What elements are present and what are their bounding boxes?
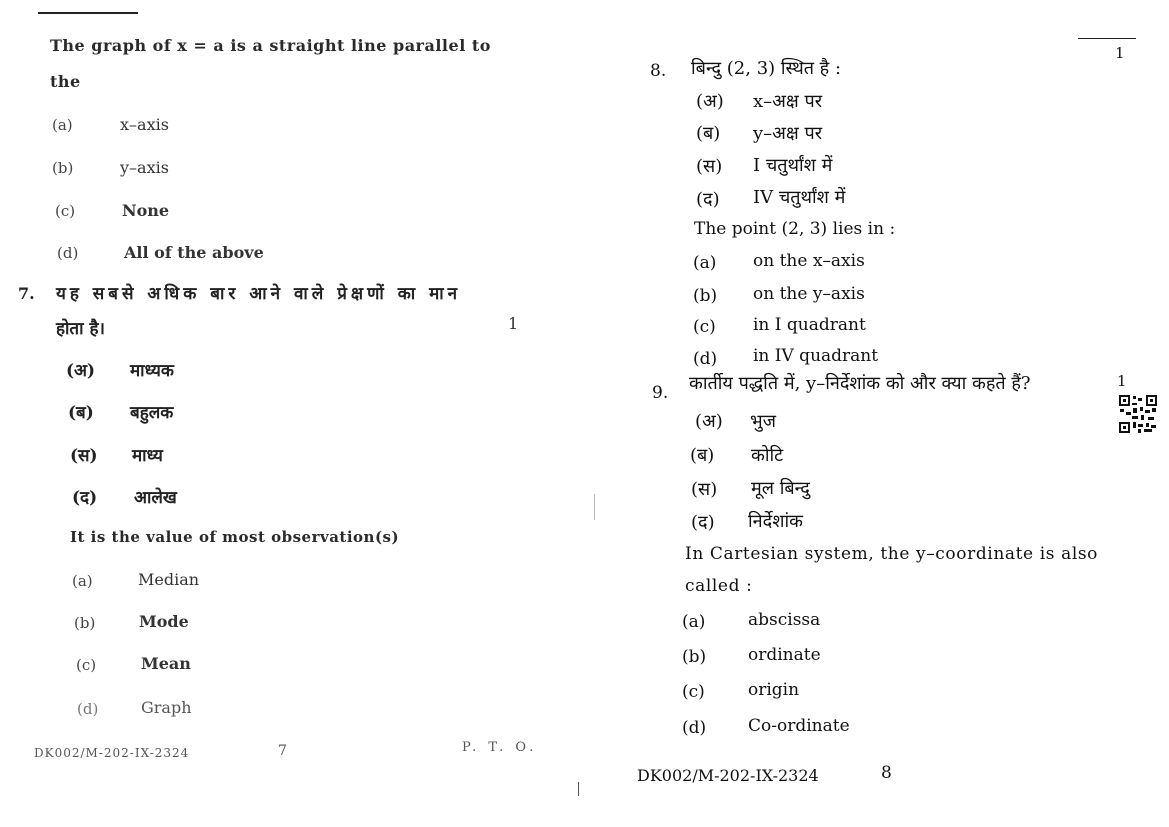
scan-mark bbox=[578, 782, 579, 796]
q6-option-d-text: All of the above bbox=[124, 243, 264, 262]
right-page bbox=[585, 0, 1169, 827]
top-rule bbox=[1078, 38, 1136, 39]
q6-stem-line2: the bbox=[50, 72, 81, 91]
q9-option-d-label: (d) bbox=[682, 718, 707, 738]
q9-number: 9. bbox=[652, 383, 669, 403]
q7-option-d-text: Graph bbox=[141, 698, 192, 717]
q8-option-d-text: in IV quadrant bbox=[753, 346, 879, 366]
q9-hindi-option-c-text: मूल बिन्दु bbox=[751, 478, 810, 499]
left-footer-code: DK002/M-202-IX-2324 bbox=[34, 746, 190, 760]
q9-option-b-label: (b) bbox=[682, 647, 707, 667]
q9-hindi-option-b-text: कोटि bbox=[751, 445, 784, 466]
q7-option-a-label: (a) bbox=[72, 572, 93, 590]
q6-option-b-text: y–axis bbox=[120, 158, 169, 177]
q8-option-d-label: (d) bbox=[693, 349, 718, 369]
q7-number: 7. bbox=[18, 284, 35, 303]
q8-hindi-option-b-text: y–अक्ष पर bbox=[753, 123, 823, 144]
q9-marks: 1 bbox=[1117, 372, 1127, 390]
q9-hindi-option-d-label: (द) bbox=[691, 512, 715, 533]
q7-hindi-option-a-text: माध्यक bbox=[130, 361, 174, 381]
q9-option-c-text: origin bbox=[748, 680, 800, 700]
q7-option-c-text: Mean bbox=[141, 654, 191, 673]
q7-hindi-option-d-text: आलेख bbox=[134, 488, 177, 508]
q8-hindi-option-d-label: (द) bbox=[696, 189, 720, 210]
q6-option-a-label: (a) bbox=[52, 116, 73, 134]
q8-option-c-text: in I quadrant bbox=[753, 315, 866, 335]
q6-option-c-text: None bbox=[122, 201, 170, 220]
q7-hindi-option-c-text: माध्य bbox=[132, 446, 163, 466]
q7-hindi-option-d-label: (द) bbox=[72, 488, 98, 508]
q8-hindi-option-a-label: (अ) bbox=[696, 91, 724, 112]
q7-marks: 1 bbox=[508, 314, 519, 333]
q9-option-d-text: Co-ordinate bbox=[748, 716, 850, 736]
q6-option-c-label: (c) bbox=[55, 202, 76, 220]
q7-option-b-label: (b) bbox=[74, 614, 96, 632]
q8-english-stem: The point (2, 3) lies in : bbox=[694, 219, 896, 239]
q7-option-a-text: Median bbox=[138, 570, 200, 589]
left-footer-page-number: 7 bbox=[278, 743, 288, 759]
q8-hindi-option-a-text: x–अक्ष पर bbox=[753, 91, 823, 112]
right-footer-page-number: 8 bbox=[881, 763, 892, 783]
q8-hindi-option-c-label: (स) bbox=[696, 156, 723, 177]
q9-hindi-option-a-label: (अ) bbox=[695, 411, 723, 432]
q8-hindi-stem: बिन्दु (2, 3) स्थित है : bbox=[691, 58, 842, 79]
q9-option-a-label: (a) bbox=[682, 612, 706, 632]
q9-option-b-text: ordinate bbox=[748, 645, 821, 665]
qr-code-icon bbox=[1118, 394, 1158, 434]
q7-hindi-option-a-label: (अ) bbox=[66, 361, 96, 381]
q7-hindi-option-b-label: (ब) bbox=[68, 403, 94, 423]
q8-option-b-label: (b) bbox=[693, 286, 718, 306]
left-page bbox=[0, 0, 580, 827]
q8-hindi-option-c-text: I चतुर्थांश में bbox=[753, 155, 833, 176]
q9-hindi-stem: कार्तीय पद्धति में, y–निर्देशांक को और क्या कहते हैं? bbox=[689, 373, 1031, 394]
q9-option-c-label: (c) bbox=[682, 682, 705, 702]
q7-option-c-label: (c) bbox=[76, 656, 97, 674]
q7-hindi-line2: होता है। bbox=[56, 319, 105, 339]
q8-option-c-label: (c) bbox=[693, 317, 716, 337]
left-footer-pto: P. T. O. bbox=[462, 740, 538, 755]
q9-hindi-option-b-label: (ब) bbox=[690, 445, 715, 466]
q7-option-b-text: Mode bbox=[139, 612, 189, 631]
q8-option-b-text: on the y–axis bbox=[753, 284, 865, 304]
q7-hindi-line1: यह सबसे अधिक बार आने वाले प्रेक्षणों का मान bbox=[56, 284, 462, 304]
q9-english-stem-line1: In Cartesian system, the y–coordinate is also bbox=[685, 544, 1099, 564]
q6-option-b-label: (b) bbox=[52, 159, 74, 177]
q7-option-d-label: (d) bbox=[77, 700, 99, 718]
q6-option-d-label: (d) bbox=[57, 244, 79, 262]
q7-english-stem: It is the value of most observation(s) bbox=[70, 528, 400, 546]
top-rule bbox=[38, 12, 138, 14]
right-footer-code: DK002/M-202-IX-2324 bbox=[637, 766, 819, 785]
q7-hindi-option-b-text: बहुलक bbox=[130, 403, 174, 423]
q8-number: 8. bbox=[650, 61, 667, 81]
q9-hindi-option-a-text: भुज bbox=[750, 411, 777, 432]
q8-hindi-option-d-text: IV चतुर्थांश में bbox=[753, 187, 846, 208]
q7-hindi-option-c-label: (स) bbox=[70, 446, 98, 466]
q8-option-a-label: (a) bbox=[693, 253, 717, 273]
q8-option-a-text: on the x–axis bbox=[753, 251, 865, 271]
q9-option-a-text: abscissa bbox=[748, 610, 821, 630]
header-mark: 1 bbox=[1115, 44, 1125, 62]
q6-stem-line1: The graph of x = a is a straight line parallel to bbox=[50, 36, 491, 55]
q9-hindi-option-c-label: (स) bbox=[691, 479, 718, 500]
q6-option-a-text: x–axis bbox=[120, 115, 169, 134]
q9-hindi-option-d-text: निर्देशांक bbox=[748, 511, 803, 532]
q9-english-stem-line2: called : bbox=[685, 576, 753, 596]
q8-hindi-option-b-label: (ब) bbox=[696, 123, 721, 144]
